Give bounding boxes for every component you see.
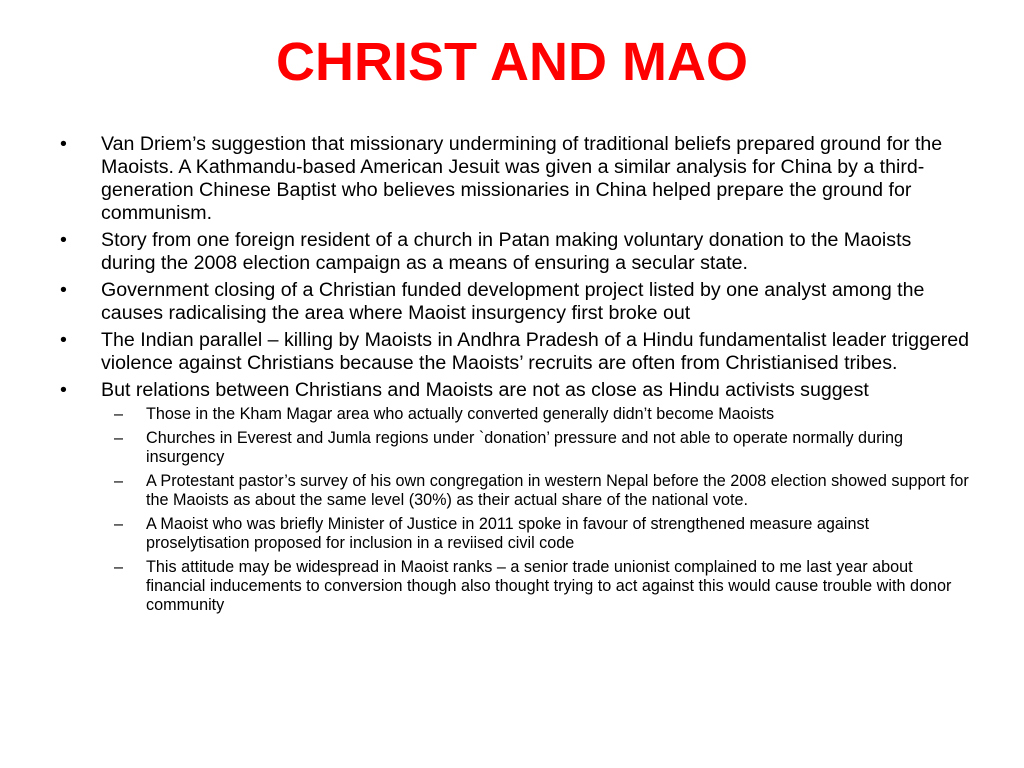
sub-bullet-list — [101, 405, 970, 615]
sub-bullet-item — [101, 558, 970, 615]
bullet-list — [60, 133, 970, 615]
bullet-text: The Indian parallel – killing by Maoists in Andhra Pradesh of a Hindu fundamentalist leader triggered violence against Christians because the Maoists’ recruits are often from Christianised tribes. — [101, 329, 970, 374]
bullet-text: But relations between Christians and Maoists are not as close as Hindu activists suggest — [101, 379, 869, 401]
bullet-marker: • — [60, 279, 67, 301]
sub-bullet-text: A Protestant pastor’s survey of his own congregation in western Nepal before the 2008 election showed support for the Maoists as about the same level (30%) as their actual share of the national vote. — [146, 472, 969, 509]
bullet-marker: • — [60, 229, 67, 251]
bullet-item — [60, 379, 970, 615]
bullet-text: Van Driem’s suggestion that missionary undermining of traditional beliefs prepared ground for the Maoists. A Kathmandu-based American Jesuit was given a similar analysis for China by a third-generation Chinese Baptist who believes missionaries in China helped prepare the ground for communism. — [101, 133, 943, 224]
sub-bullet-text: A Maoist who was briefly Minister of Justice in 2011 spoke in favour of strengthened measure against proselytisation proposed for inclusion in a reviised civil code — [146, 515, 870, 552]
dash-marker: – — [114, 558, 124, 576]
sub-bullet-item — [101, 515, 970, 553]
sub-bullet-item — [101, 429, 970, 467]
dash-marker: – — [114, 472, 124, 490]
slide-title: CHRIST AND MAO — [276, 32, 748, 92]
bullet-item — [60, 133, 970, 225]
bullet-item — [60, 329, 970, 375]
bullet-text: Government closing of a Christian funded development project listed by one analyst among the causes radicalising the area where Maoist insurgency first broke out — [101, 279, 925, 324]
slide-content — [60, 133, 970, 620]
dash-marker: – — [114, 405, 124, 423]
bullet-marker: • — [60, 379, 67, 401]
bullet-item — [60, 229, 970, 275]
sub-bullet-text: Churches in Everest and Jumla regions under `donation’ pressure and not able to operate normally during insurgency — [146, 429, 904, 466]
sub-bullet-item — [101, 405, 970, 424]
bullet-marker: • — [60, 133, 67, 155]
bullet-text: Story from one foreign resident of a church in Patan making voluntary donation to the Maoists during the 2008 election campaign as a means of ensuring a secular state. — [101, 229, 912, 274]
sub-bullet-text: Those in the Kham Magar area who actually converted generally didn’t become Maoists — [146, 405, 775, 423]
sub-bullet-text: This attitude may be widespread in Maoist ranks – a senior trade unionist complained to me last year about financial inducements to conversion though also thought trying to act against this would cause trouble with donor community — [146, 558, 952, 614]
bullet-item — [60, 279, 970, 325]
dash-marker: – — [114, 429, 124, 447]
dash-marker: – — [114, 515, 124, 533]
bullet-marker: • — [60, 329, 67, 351]
sub-bullet-item — [101, 472, 970, 510]
